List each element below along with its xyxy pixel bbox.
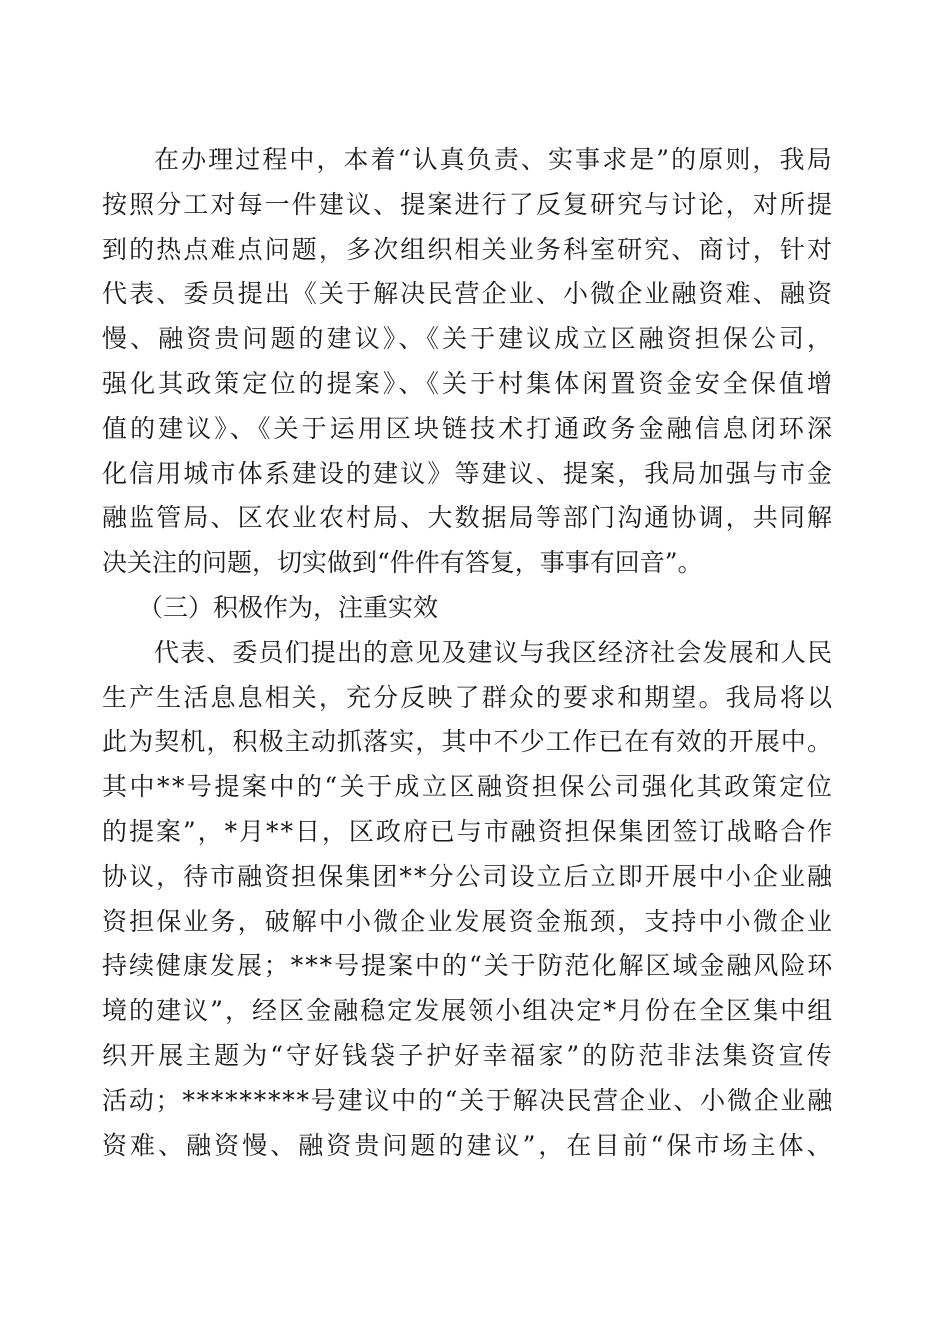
text-line: 境的建议”，经区金融稳定发展领小组决定*月份在全区集中组 bbox=[102, 996, 835, 1026]
text-line: 代表、委员提出《关于解决民营企业、小微企业融资难、融资 bbox=[102, 279, 835, 309]
text-line: 资难、融资慢、融资贵问题的建议”，在目前“保市场主体、 bbox=[102, 1130, 835, 1160]
text-line: 化信用城市体系建设的建议》等建议、提案，我局加强与市金 bbox=[102, 458, 835, 488]
text-line: 的提案”，*月**日，区政府已与市融资担保集团签订战略合作 bbox=[102, 816, 835, 846]
text-line: 到的热点难点问题，多次组织相关业务科室研究、商讨，针对 bbox=[102, 234, 835, 264]
text-line: 在办理过程中，本着“认真负责、实事求是”的原则，我局 bbox=[154, 145, 834, 174]
text-line: 其中**号提案中的“关于成立区融资担保公司强化其政策定位 bbox=[102, 772, 835, 802]
paragraph-handling-process bbox=[102, 138, 836, 586]
text-line: 按照分工对每一件建议、提案进行了反复研究与讨论，对所提 bbox=[102, 189, 835, 219]
paragraph-results bbox=[102, 631, 835, 1169]
text-line: 值的建议》、《关于运用区块链技术打通政务金融信息闭环深 bbox=[102, 413, 836, 443]
section-heading: （三）积极作为，注重实效 bbox=[138, 592, 439, 622]
text-line: 资担保业务，破解中小微企业发展资金瓶颈，支持中小微企业 bbox=[102, 906, 835, 936]
text-line: 活动；*********号建议中的“关于解决民营企业、小微企业融 bbox=[102, 1085, 835, 1115]
text-line: 慢、融资贵问题的建议》、《关于建议成立区融资担保公司， bbox=[102, 324, 836, 354]
text-line: 融监管局、区农业农村局、大数据局等部门沟通协调，共同解 bbox=[102, 503, 835, 533]
text-line: 协议，待市融资担保集团**分公司设立后立即开展中小企业融 bbox=[102, 861, 835, 891]
text-line: 决关注的问题，切实做到“件件有答复，事事有回音”。 bbox=[102, 548, 703, 578]
text-line: 生产生活息息相关，充分反映了群众的要求和期望。我局将以 bbox=[102, 682, 835, 712]
text-line: 此为契机，积极主动抓落实，其中不少工作已在有效的开展中。 bbox=[102, 727, 834, 757]
text-line: 强化其政策定位的提案》、《关于村集体闲置资金安全保值增 bbox=[102, 368, 836, 398]
document-body bbox=[102, 138, 836, 1168]
text-line: 织开展主题为“守好钱袋子护好幸福家”的防范非法集资宣传 bbox=[102, 1040, 835, 1070]
text-line: 持续健康发展；***号提案中的“关于防范化解区域金融风险环 bbox=[102, 951, 835, 981]
text-line: 代表、委员们提出的意见及建议与我区经济社会发展和人民 bbox=[154, 637, 834, 667]
